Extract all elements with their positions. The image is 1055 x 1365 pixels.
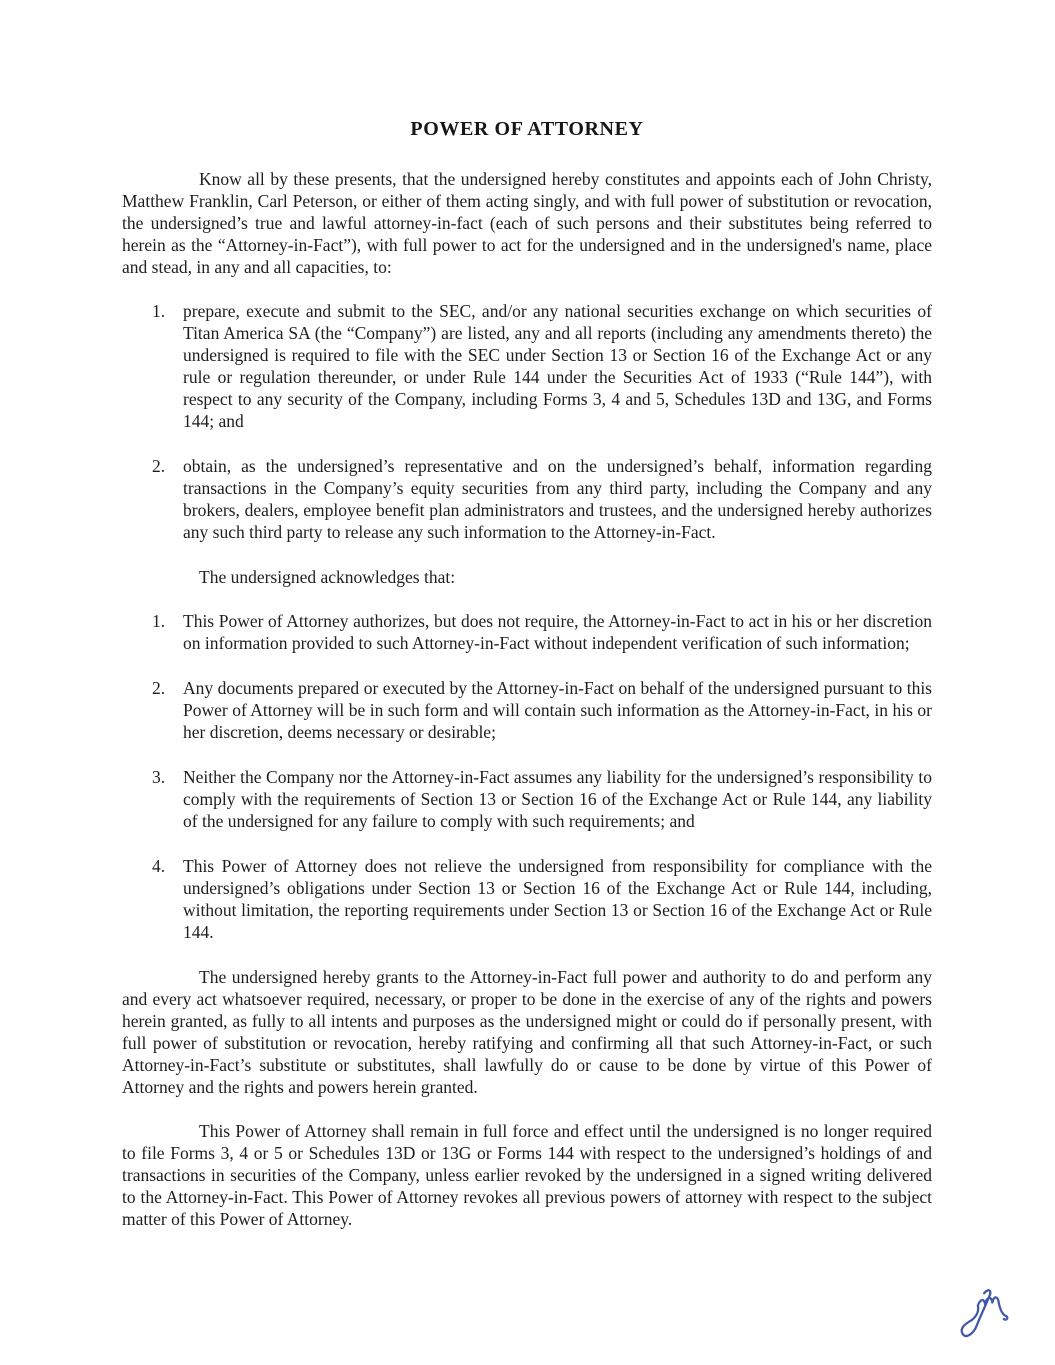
powers-item-1 (122, 300, 932, 432)
powers-item-1-text: prepare, execute and submit to the SEC, and/or any national securities exchange on which securities of Titan America SA (the “Company”) are listed, any and all reports (including any amendments thereto) the undersigned is required to file with the SEC under Section 13 or Section 16 of the Exchange Act or any rule or regulation thereunder, or under Rule 144 under the Securities Act of 1933 (“Rule 144”), with respect to any security of the Company, including Forms 3, 4 and 5, Schedules 13D and 13G, and Forms 144; and (183, 301, 932, 431)
powers-item-2 (122, 455, 932, 543)
acknowledgement-intro: The undersigned acknowledges that: (199, 567, 456, 587)
document-content (122, 118, 932, 1252)
intro-paragraph: Know all by these presents, that the undersigned hereby constitutes and appoints each of John Christy, Matthew Franklin, Carl Peterson, or either of them acting singly, and with full power of substitution or revocation, the undersigned’s true and lawful attorney-in-fact (each of such persons and their substitutes being referred to herein as the “Attorney-in-Fact”), with full power to act for the undersigned and in the undersigned's name, place and stead, in any and all capacities, to: (122, 169, 932, 277)
duration-paragraph: This Power of Attorney shall remain in full force and effect until the undersigned is no longer required to file Forms 3, 4 or 5 or Schedules 13D or 13G or Forms 144 with respect to the undersigned’s holdings of and transactions in securities of the Company, unless earlier revoked by the undersigned in a signed writing delivered to the Attorney-in-Fact. This Power of Attorney revokes all previous powers of attorney with respect to the subject matter of this Power of Attorney. (122, 1121, 932, 1229)
powers-item-2-text: obtain, as the undersigned’s representative and on the undersigned’s behalf, information regarding transactions in the Company’s equity securities from any third party, including the Company and any brokers, dealers, employee benefit plan administrators and trustees, and the undersigned hereby authorizes any such third party to release any such information to the Attorney-in-Fact. (183, 456, 932, 542)
acknowledgement-item-1 (122, 610, 932, 654)
acknowledgement-item-2-text: Any documents prepared or executed by the Attorney-in-Fact on behalf of the undersigned pursuant to this Power of Attorney will be in such form and will contain such information as the Attorney-in-Fact, in his or her discretion, deems necessary or desirable; (183, 678, 932, 742)
initials-ink-stroke (962, 1290, 1008, 1336)
acknowledgement-item-3-text: Neither the Company nor the Attorney-in-Fact assumes any liability for the undersigned’s responsibility to comply with the requirements of Section 13 or Section 16 of the Exchange Act or Rule 144, any liability of the undersigned for any failure to comply with such requirements; and (183, 767, 932, 831)
powers-item-1-number: 1. (152, 301, 166, 321)
acknowledgement-item-4-text: This Power of Attorney does not relieve the undersigned from responsibility for compliance with the undersigned’s obligations under Section 13 or Section 16 of the Exchange Act or Rule 144, including, without limitation, the reporting requirements under Section 13 or Section 16 of the Exchange Act or Rule 144. (183, 856, 932, 942)
handwritten-initials-signature (950, 1286, 1012, 1348)
acknowledgement-item-1-text: This Power of Attorney authorizes, but does not require, the Attorney-in-Fact to act in his or her discretion on information provided to such Attorney-in-Fact without independent verification of such information; (183, 611, 932, 653)
acknowledgement-item-2 (122, 677, 932, 743)
document-title: POWER OF ATTORNEY (410, 118, 644, 140)
acknowledgement-item-1-number: 1. (152, 611, 166, 631)
grant-paragraph: The undersigned hereby grants to the Attorney-in-Fact full power and authority to do and perform any and every act whatsoever required, necessary, or proper to be done in the exercise of any of the rights and powers herein granted, as fully to all intents and purposes as the undersigned might or could do if personally present, with full power of substitution or revocation, hereby ratifying and confirming all that such Attorney-in-Fact, or such Attorney-in-Fact’s substitute or substitutes, shall lawfully do or cause to be done by virtue of this Power of Attorney and the rights and powers herein granted. (122, 967, 932, 1097)
acknowledgement-item-4 (122, 855, 932, 943)
acknowledgement-item-3-number: 3. (152, 767, 166, 787)
powers-item-2-number: 2. (152, 456, 166, 476)
acknowledgement-item-2-number: 2. (152, 678, 166, 698)
acknowledgement-item-4-number: 4. (152, 856, 166, 876)
acknowledgement-item-3 (122, 766, 932, 832)
